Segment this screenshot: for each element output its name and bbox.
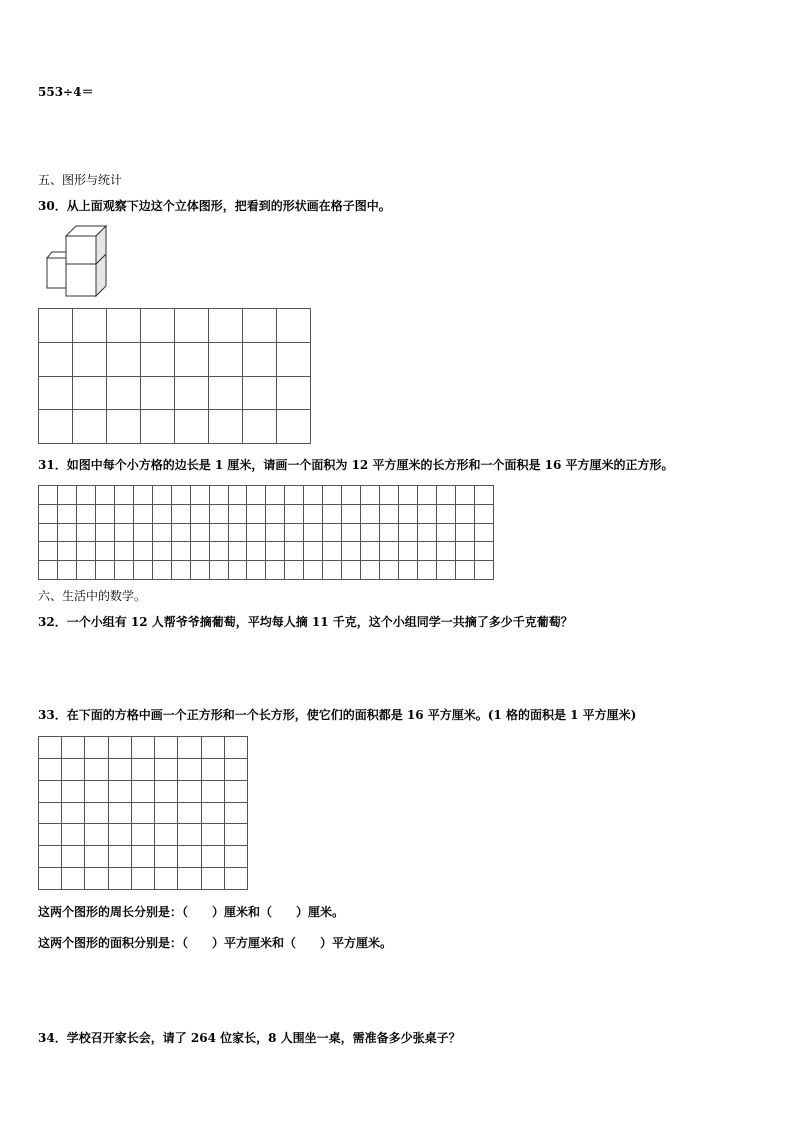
grid-cell[interactable] (243, 309, 277, 343)
q33-perimeter-line: 这两个图形的周长分别是：（ ）厘米和（ ）厘米。 (38, 905, 345, 919)
grid-cell[interactable] (201, 868, 224, 890)
grid-cell[interactable] (152, 561, 171, 580)
grid-cell[interactable] (399, 486, 418, 505)
grid-cell[interactable] (76, 504, 95, 523)
grid-cell[interactable] (437, 486, 456, 505)
grid-cell[interactable] (323, 504, 342, 523)
grid-row (39, 523, 494, 542)
grid-cell[interactable] (266, 486, 285, 505)
grid-cell[interactable] (380, 561, 399, 580)
grid-cell[interactable] (39, 737, 62, 759)
grid-cell[interactable] (323, 561, 342, 580)
grid-row (39, 309, 311, 343)
grid-cell[interactable] (342, 504, 361, 523)
grid-cell[interactable] (437, 523, 456, 542)
grid-cell[interactable] (141, 309, 175, 343)
grid-cell[interactable] (155, 824, 178, 846)
grid-cell[interactable] (39, 486, 58, 505)
grid-cell[interactable] (85, 868, 108, 890)
grid-cell[interactable] (266, 542, 285, 561)
grid-cell[interactable] (107, 342, 141, 376)
grid-cell[interactable] (190, 561, 209, 580)
grid-cell[interactable] (304, 504, 323, 523)
grid-cell[interactable] (39, 309, 73, 343)
grid-cell[interactable] (39, 376, 73, 410)
grid-cell[interactable] (361, 542, 380, 561)
grid-cell[interactable] (209, 342, 243, 376)
grid-cell[interactable] (155, 737, 178, 759)
grid-row (39, 410, 311, 444)
grid-cell[interactable] (304, 542, 323, 561)
grid-cell[interactable] (178, 846, 201, 868)
grid-cell[interactable] (85, 758, 108, 780)
grid-cell[interactable] (76, 542, 95, 561)
grid-cell[interactable] (131, 824, 154, 846)
grid-cell[interactable] (201, 737, 224, 759)
grid-cell[interactable] (62, 868, 85, 890)
grid-cell[interactable] (114, 486, 133, 505)
grid-cell[interactable] (133, 561, 152, 580)
grid-cell[interactable] (114, 504, 133, 523)
grid-cell[interactable] (73, 309, 107, 343)
grid-cell[interactable] (131, 737, 154, 759)
grid-cell[interactable] (155, 868, 178, 890)
grid-cell[interactable] (141, 410, 175, 444)
grid-cell[interactable] (107, 309, 141, 343)
grid-cell[interactable] (108, 780, 131, 802)
grid-cell[interactable] (178, 737, 201, 759)
grid-cell[interactable] (228, 542, 247, 561)
grid-cell[interactable] (247, 486, 266, 505)
grid-cell[interactable] (228, 523, 247, 542)
grid-cell[interactable] (224, 868, 247, 890)
grid-row (39, 737, 248, 759)
grid-cell[interactable] (224, 846, 247, 868)
grid-cell[interactable] (209, 309, 243, 343)
grid-cell[interactable] (224, 737, 247, 759)
grid-cell[interactable] (266, 561, 285, 580)
grid-cell[interactable] (39, 846, 62, 868)
grid-cell[interactable] (114, 542, 133, 561)
grid-cell[interactable] (201, 758, 224, 780)
grid-cell[interactable] (108, 824, 131, 846)
cube-solid-figure (44, 224, 120, 300)
q30-grid[interactable] (38, 308, 311, 444)
grid-cell[interactable] (455, 542, 474, 561)
grid-cell[interactable] (39, 868, 62, 890)
grid-cell[interactable] (62, 824, 85, 846)
grid-cell[interactable] (380, 504, 399, 523)
question-30: 30．从上面观察下边这个立体图形，把看到的形状画在格子图中。 (38, 199, 391, 213)
grid-cell[interactable] (380, 486, 399, 505)
grid-cell[interactable] (133, 542, 152, 561)
question-32: 32．一个小组有 12 人帮爷爷摘葡萄，平均每人摘 11 千克，这个小组同学一共摘了多少千克葡萄？ (38, 615, 573, 629)
grid-cell[interactable] (39, 824, 62, 846)
grid-cell[interactable] (285, 486, 304, 505)
calc-expression: 553÷4＝ (38, 85, 94, 99)
grid-cell[interactable] (342, 486, 361, 505)
grid-cell[interactable] (73, 376, 107, 410)
grid-cell[interactable] (95, 486, 114, 505)
grid-cell[interactable] (131, 868, 154, 890)
grid-cell[interactable] (152, 504, 171, 523)
grid-row (39, 342, 311, 376)
grid-cell[interactable] (224, 802, 247, 824)
grid-cell[interactable] (323, 486, 342, 505)
grid-cell[interactable] (131, 802, 154, 824)
grid-cell[interactable] (285, 523, 304, 542)
grid-cell[interactable] (323, 542, 342, 561)
grid-cell[interactable] (73, 342, 107, 376)
grid-cell[interactable] (39, 780, 62, 802)
grid-cell[interactable] (418, 504, 437, 523)
grid-cell[interactable] (95, 561, 114, 580)
grid-cell[interactable] (152, 542, 171, 561)
grid-cell[interactable] (437, 504, 456, 523)
grid-cell[interactable] (209, 523, 228, 542)
grid-cell[interactable] (474, 523, 493, 542)
grid-cell[interactable] (39, 504, 58, 523)
grid-cell[interactable] (190, 542, 209, 561)
grid-cell[interactable] (304, 523, 323, 542)
grid-cell[interactable] (243, 376, 277, 410)
grid-cell[interactable] (155, 780, 178, 802)
grid-cell[interactable] (361, 523, 380, 542)
grid-cell[interactable] (228, 561, 247, 580)
grid-cell[interactable] (361, 561, 380, 580)
grid-cell[interactable] (76, 561, 95, 580)
grid-cell[interactable] (399, 504, 418, 523)
grid-cell[interactable] (455, 486, 474, 505)
grid-cell[interactable] (247, 561, 266, 580)
grid-cell[interactable] (247, 542, 266, 561)
section-6-title: 六、生活中的数学。 (38, 589, 147, 603)
q33-grid[interactable] (38, 736, 248, 890)
grid-cell[interactable] (76, 523, 95, 542)
grid-cell[interactable] (171, 561, 190, 580)
grid-cell[interactable] (178, 780, 201, 802)
grid-row (39, 376, 311, 410)
grid-cell[interactable] (190, 504, 209, 523)
grid-row (39, 824, 248, 846)
grid-cell[interactable] (224, 780, 247, 802)
grid-cell[interactable] (39, 542, 58, 561)
grid-cell[interactable] (108, 846, 131, 868)
grid-cell[interactable] (190, 486, 209, 505)
grid-cell[interactable] (39, 410, 73, 444)
grid-cell[interactable] (380, 523, 399, 542)
grid-cell[interactable] (85, 846, 108, 868)
grid-cell[interactable] (175, 342, 209, 376)
grid-cell[interactable] (201, 780, 224, 802)
grid-cell[interactable] (108, 737, 131, 759)
grid-cell[interactable] (304, 486, 323, 505)
grid-cell[interactable] (155, 758, 178, 780)
grid-cell[interactable] (247, 523, 266, 542)
grid-cell[interactable] (418, 542, 437, 561)
grid-cell[interactable] (171, 504, 190, 523)
grid-cell[interactable] (243, 410, 277, 444)
grid-cell[interactable] (399, 542, 418, 561)
grid-cell[interactable] (209, 410, 243, 444)
question-33: 33．在下面的方格中画一个正方形和一个长方形，使它们的面积都是 16 平方厘米。(1 格的面积是 1 平方厘米) (38, 708, 637, 722)
grid-cell[interactable] (57, 486, 76, 505)
grid-cell[interactable] (178, 758, 201, 780)
grid-row (39, 780, 248, 802)
q31-grid[interactable] (38, 485, 494, 580)
grid-cell[interactable] (141, 376, 175, 410)
grid-cell[interactable] (155, 846, 178, 868)
grid-cell[interactable] (455, 561, 474, 580)
grid-cell[interactable] (209, 486, 228, 505)
grid-cell[interactable] (57, 523, 76, 542)
grid-cell[interactable] (152, 486, 171, 505)
grid-cell[interactable] (399, 561, 418, 580)
grid-cell[interactable] (474, 542, 493, 561)
grid-cell[interactable] (39, 523, 58, 542)
grid-cell[interactable] (95, 523, 114, 542)
grid-cell[interactable] (342, 542, 361, 561)
grid-cell[interactable] (243, 342, 277, 376)
grid-row (39, 868, 248, 890)
grid-cell[interactable] (95, 542, 114, 561)
grid-cell[interactable] (228, 486, 247, 505)
grid-row (39, 486, 494, 505)
grid-row (39, 561, 494, 580)
grid-cell[interactable] (107, 376, 141, 410)
grid-cell[interactable] (474, 561, 493, 580)
grid-cell[interactable] (39, 802, 62, 824)
grid-cell[interactable] (152, 523, 171, 542)
grid-cell[interactable] (285, 561, 304, 580)
grid-cell[interactable] (114, 561, 133, 580)
grid-cell[interactable] (62, 737, 85, 759)
grid-cell[interactable] (178, 802, 201, 824)
grid-cell[interactable] (39, 561, 58, 580)
grid-cell[interactable] (62, 758, 85, 780)
grid-cell[interactable] (73, 410, 107, 444)
grid-cell[interactable] (171, 542, 190, 561)
grid-cell[interactable] (277, 376, 311, 410)
grid-cell[interactable] (76, 486, 95, 505)
grid-cell[interactable] (224, 758, 247, 780)
grid-cell[interactable] (155, 802, 178, 824)
grid-cell[interactable] (209, 504, 228, 523)
grid-cell[interactable] (133, 523, 152, 542)
grid-cell[interactable] (418, 523, 437, 542)
grid-cell[interactable] (342, 561, 361, 580)
grid-cell[interactable] (342, 523, 361, 542)
grid-cell[interactable] (437, 542, 456, 561)
grid-cell[interactable] (133, 486, 152, 505)
grid-cell[interactable] (85, 737, 108, 759)
grid-cell[interactable] (62, 846, 85, 868)
grid-cell[interactable] (455, 504, 474, 523)
grid-row (39, 758, 248, 780)
grid-cell[interactable] (474, 504, 493, 523)
grid-cell[interactable] (418, 561, 437, 580)
grid-cell[interactable] (131, 846, 154, 868)
grid-cell[interactable] (175, 410, 209, 444)
grid-cell[interactable] (277, 410, 311, 444)
grid-cell[interactable] (277, 309, 311, 343)
grid-cell[interactable] (361, 504, 380, 523)
grid-cell[interactable] (108, 868, 131, 890)
grid-cell[interactable] (62, 802, 85, 824)
grid-cell[interactable] (85, 802, 108, 824)
grid-cell[interactable] (285, 542, 304, 561)
grid-cell[interactable] (399, 523, 418, 542)
grid-cell[interactable] (285, 504, 304, 523)
grid-cell[interactable] (171, 523, 190, 542)
grid-cell[interactable] (85, 780, 108, 802)
grid-cell[interactable] (108, 758, 131, 780)
grid-cell[interactable] (131, 758, 154, 780)
grid-cell[interactable] (178, 824, 201, 846)
grid-cell[interactable] (178, 868, 201, 890)
grid-cell[interactable] (201, 802, 224, 824)
grid-cell[interactable] (95, 504, 114, 523)
grid-row (39, 542, 494, 561)
grid-cell[interactable] (437, 561, 456, 580)
grid-cell[interactable] (39, 342, 73, 376)
grid-cell[interactable] (209, 376, 243, 410)
grid-row (39, 802, 248, 824)
grid-cell[interactable] (85, 824, 108, 846)
grid-cell[interactable] (418, 486, 437, 505)
grid-cell[interactable] (247, 504, 266, 523)
grid-cell[interactable] (57, 542, 76, 561)
grid-cell[interactable] (57, 504, 76, 523)
grid-cell[interactable] (133, 504, 152, 523)
grid-row (39, 504, 494, 523)
grid-cell[interactable] (190, 523, 209, 542)
question-34: 34．学校召开家长会，请了 264 位家长，8 人围坐一桌，需准备多少张桌子？ (38, 1031, 461, 1045)
grid-cell[interactable] (62, 780, 85, 802)
grid-cell[interactable] (39, 758, 62, 780)
grid-row (39, 846, 248, 868)
grid-cell[interactable] (175, 309, 209, 343)
grid-cell[interactable] (455, 523, 474, 542)
grid-cell[interactable] (323, 523, 342, 542)
q33-area-line: 这两个图形的面积分别是：（ ）平方厘米和（ ）平方厘米。 (38, 936, 393, 950)
grid-cell[interactable] (224, 824, 247, 846)
grid-cell[interactable] (107, 410, 141, 444)
grid-cell[interactable] (201, 846, 224, 868)
grid-cell[interactable] (277, 342, 311, 376)
grid-cell[interactable] (201, 824, 224, 846)
grid-cell[interactable] (209, 542, 228, 561)
grid-cell[interactable] (209, 561, 228, 580)
grid-cell[interactable] (175, 376, 209, 410)
grid-cell[interactable] (57, 561, 76, 580)
grid-cell[interactable] (131, 780, 154, 802)
grid-cell[interactable] (266, 523, 285, 542)
grid-cell[interactable] (474, 486, 493, 505)
grid-cell[interactable] (304, 561, 323, 580)
grid-cell[interactable] (114, 523, 133, 542)
grid-cell[interactable] (361, 486, 380, 505)
grid-cell[interactable] (380, 542, 399, 561)
grid-cell[interactable] (108, 802, 131, 824)
grid-cell[interactable] (228, 504, 247, 523)
question-31: 31．如图中每个小方格的边长是 1 厘米，请画一个面积为 12 平方厘米的长方形和一个面积是 16 平方厘米的正方形。 (38, 458, 674, 472)
section-5-title: 五、图形与统计 (38, 173, 123, 187)
grid-cell[interactable] (141, 342, 175, 376)
grid-cell[interactable] (266, 504, 285, 523)
grid-cell[interactable] (171, 486, 190, 505)
